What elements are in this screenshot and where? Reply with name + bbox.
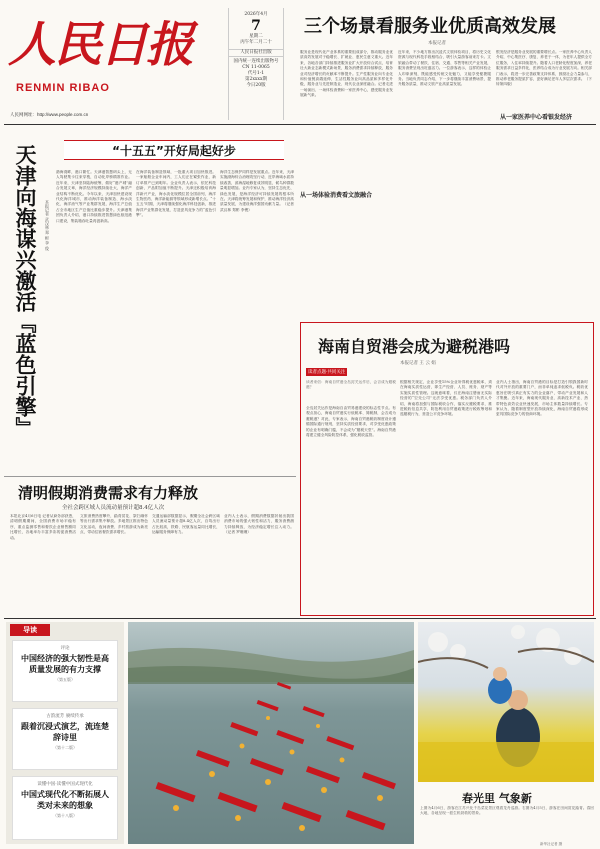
tianjin-col-3: 海洋生态保护同样是发展重点。近年来，天津实施渤海综合治理攻坚行动，近岸海域水质持续改善，滨海湿地修复成效明显，候鸟种群数量明显增加。业内专家认为，坚持生态优先、绿色发展，是海洋经济可持续发展的根本所在。天津将统筹发展和保护，推动海洋经济高质量发展，为建设海洋强国贡献力量。（记者 武汉林 郑彬 李俊） (220, 170, 294, 212)
guide-item-2-tag: 古韵流芳 赓续传承 (46, 714, 84, 719)
spring-photo-caption: 上图为4月6日，游客在江苏兴化千岛菜花景区观看龙舟巡游。右图为4月5日，游客在田间赏花踏青。春回大地，各地呈现一派生机勃勃的景象。 (420, 806, 594, 816)
reader-kicker: 读者点题·共同关注 (308, 370, 346, 375)
date-box (228, 8, 284, 120)
section-subhead-elderly: 从一家医养中心看银发经济 (500, 112, 590, 121)
date-year-month: 2026年4月 (244, 12, 268, 17)
hainan-col-3: 业内人士指出，海南自贸港的目标是打造引领我国新时代对外开放的重要门户，而非单纯追求低税负。税收优惠旨在吸引真正有实力的企业落户，带动产业发展和人才集聚。近年来，海南现代服务业、高新技术产业、热带特色高效农业快速发展，市场主体数量持续增长。专家认为，随着制度型开放持续深化，海南自贸港将形成更具国际竞争力的营商环境。 (496, 380, 588, 417)
guide-item-1-page: （第五版） (55, 677, 75, 682)
hainan-headline[interactable]: 海南自贸港会成为避税港吗 (318, 337, 511, 356)
guide-header-text: 导读 (23, 625, 37, 634)
website-line[interactable]: 人民网网址：http://www.people.com.cn (10, 112, 89, 117)
fifteenth-banner-text: “十五五”开好局起好步 (112, 144, 236, 158)
spring-photo (418, 622, 594, 782)
top-headline[interactable]: 三个场景看服务业优质高效发展 (304, 16, 556, 37)
guide-item-1-tag: 评论 (60, 646, 70, 651)
publisher: 人民日报社出版 (229, 49, 283, 57)
qingming-col-2: 文旅消费热度攀升，踏青赏花、祭扫缅怀等出行需求集中释放。多地景区推出特色文化活动，夜间消费、乡村旅游成为新亮点，带动住宿餐饮需求增长。 (80, 514, 148, 535)
guide-item-2-title: 跟着沉浸式演艺，流连楚辞诗里 (21, 722, 109, 742)
guide-item-1[interactable] (12, 640, 118, 702)
top-article-col-2: 近年来，不少地方推出沉浸式文旅体验项目，将历史文化资源与现代科技手段相结合，吸引大量游客前来打卡。文旅融合带动了餐饮、住宿、交通、零售等相关产业发展，服务消费呈现出旺盛活力。一位游客表示，这样的体验让人印象深刻，既能感受传统文化魅力，又能享受便捷服务。当地负责同志介绍，下一步将继续丰富消费场景，提升服务质量，推动文旅产业高质量发展。 (398, 50, 491, 87)
qingming-col-3: 交通运输部数据显示，假期全社会跨区域人员流动量预计超8.4亿人次，自驾出行占比较高，铁路、民航客运量同比增长，运输服务保障有力。 (152, 514, 220, 535)
hainan-byline: 本报记者 王 云 娟 (400, 361, 436, 366)
cn-label: 国内统一连续出版物号 (233, 59, 279, 64)
guide-item-3-tag: 读懂中国·读懂中国式现代化 (37, 782, 93, 787)
qingming-col-1: 本报北京4月6日电 记者从商务部获悉，清明假期期间，全国消费市场平稳有序，重点监测零售和餐饮企业销售额同比增长，各地举办丰富多彩的促消费活动。 (10, 514, 76, 540)
dragon-boat-photo (128, 622, 414, 844)
masthead-latin: RENMIN RIBAO (16, 82, 110, 94)
hainan-editor-note: 读者来信：海南自贸港全岛封关运作后，会否成为避税港？ (306, 380, 396, 390)
boat-illustration (128, 622, 414, 844)
fifteenth-banner (64, 140, 284, 160)
tianjin-col-1: 渤海湾畔，港口繁忙。天津港智慧码头上，无人驾驶集卡往来穿梭，自动化岸桥精准作业。近年来，天津坚持陆海统筹，做好“港产城”融合发展文章，海洋经济规模持续壮大，海洋产业结构不断优化。今年以来，天津加快建设现代化海洋城市，推动海洋装备制造、海水淡化、海洋油气等产业集群发展，海洋生产总值占全市地区生产总值比重稳步提升。天津港集团负责人介绍，港口持续推进智慧绿色枢纽港口建设，集装箱吞吐量再创新高。 (56, 170, 132, 223)
qingming-headline[interactable]: 清明假期消费需求有力释放 (18, 484, 199, 502)
qingming-col-4: 业内人士表示，假期消费数据折射出我国消费市场的强大韧性和活力，服务消费潜力持续释放，为经济稳定增长注入动力。（记者 罗珊珊） (224, 514, 294, 535)
masthead-logo: 人民日报 (8, 17, 193, 73)
family-illustration (418, 622, 594, 782)
hainan-col-1: 全岛封关运作是海南自由贸易港建设的标志性节点。有观点担心，海南自贸港实行低税率、简税制，会否成为避税港？对此，专家表示，海南自贸港税收制度设计遵循国际通行规则，坚持实质经营要求，对享受优惠政策的企业有明确门槛，不会成为“避税天堂”。海南自贸港将建立健全风险防控体系，强化税收监管。 (306, 406, 396, 438)
qingming-subtitle: 全社会跨区域人员流动量预计超8.4亿人次 (62, 505, 165, 511)
page-count: 今日20版 (246, 83, 266, 88)
guide-item-2-page: （第十二版） (53, 745, 77, 750)
guide-item-2[interactable] (12, 708, 118, 770)
top-headline-byline: 本报记者 (428, 41, 446, 46)
tianjin-headline[interactable]: 天津向海谋兴激活『蓝色引擎』 (13, 144, 37, 438)
guide-item-3-title: 中国式现代化不断拓展人类对未来的想象 (21, 790, 109, 810)
top-article-col-1: 服务业是现代化产业体系的重要组成部分，推动服务业优质高效发展对于稳增长、扩就业、惠民生意义重大。近年来，各地各部门持续推进服务业扩大开放综合试点，培育壮大新业态新模式新场景，服务消费需求持续释放，服务业对经济增长的贡献率不断提升。生产性服务业向专业化和价值链高端延伸，生活性服务业向高品质和多样化升级，服务业与先进制造业、现代农业深度融合。记者走进一场演出、一场体验消费和一家医养中心，感受服务业发展新气象。 (300, 50, 393, 98)
top-article-col-3: 银发经济是服务业发展的重要增长点。一家医养中心负责人介绍，中心集医疗、康复、养老于一体，为老年人提供全方位服务，入住率持续提升。随着人口老龄化程度加深，养老服务需求日益多样化，医养结合成为行业发展方向。相关部门表示，将进一步完善政策支持体系，鼓励社会力量参与，推动养老服务提质扩容，更好满足老年人多层次需求。（下转第四版） (496, 50, 592, 87)
date-lunar: 丙午年二月二十 (240, 40, 272, 45)
guide-item-1-title: 中国经济的强大韧性是高质量发展的有力支撑 (21, 654, 109, 674)
hainan-col-2: 根据相关规定，企业享受15%企业所得税优惠税率，须在海南实质性运营，即生产经营、人员、账务、财产等实施实质性管理。这就意味着，仅在海南注册而无实际经营的“空壳公司”无法享受优惠。税务部门负责人介绍，海南将加强与国际税收合作，落实反避税要求，推进税收信息共享，防范利用自贸港政策进行税收筹划和逃避税行为，营造公平竞争环境。 (400, 380, 492, 417)
guide-header (10, 624, 50, 636)
guide-item-3-page: （第十八版） (53, 813, 77, 818)
date-day: 7 (251, 18, 261, 34)
spring-photo-title: 春光里 气象新 (462, 792, 532, 805)
tianjin-col-2: 在海洋装备制造领域，一批重大项目加快推进。一家船舶企业车间内，工人们正在紧张作业，新订单排产已到明年。企业负责人表示，依托科技创新，产品附加值不断提升。天津还积极培育海洋新兴产业，海水淡化规模位居全国前列，海洋生物医药、海洋新能源等领域形成新增长点。“十五五”时期，天津将继续强化海洋科技创新，推进海洋产业集群化发展，打造更具竞争力的“蓝色引擎”。 (136, 170, 216, 218)
date-weekday: 星期二 (249, 34, 263, 39)
spring-photo-credit: 新华社记者 摄 (540, 842, 563, 846)
tianjin-byline: 本报记者 武汉林 郑 彬 李 俊 (45, 200, 50, 251)
section-subhead-culture: 从一场体验消费看文旅融合 (300, 190, 393, 199)
issue-number: 第2xxxx期 (244, 77, 267, 82)
issue-code: 代号1-1 (247, 71, 265, 76)
guide-item-3[interactable] (12, 776, 118, 840)
cn-code: CN 11-0065 (242, 65, 270, 70)
